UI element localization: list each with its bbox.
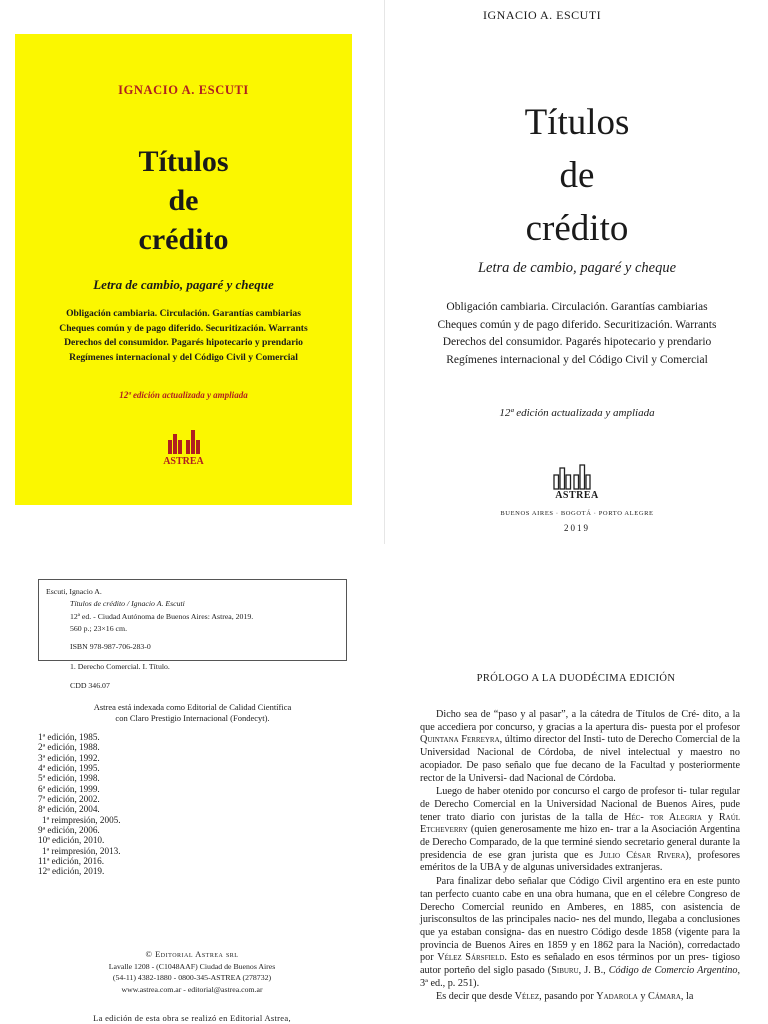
publisher-address: Lavalle 1208 - (C1048AAF) Ciudad de Buenos Aires [108,961,276,971]
edition-entry: 1ª edición, 1985. [38,732,100,742]
edition-entry: 2ª edición, 1988. [38,742,100,753]
title-page-subtitle: Letra de cambio, pagaré y cheque [477,260,677,276]
text-run: dito, a la que accediera por concurso, y gracias a la apertura dis- [420,709,740,733]
text-run: Es decir que desde [436,991,515,1003]
catalog-author: Escuti, Ignacio A. [46,587,102,596]
person-name: Vélez [514,991,540,1003]
title-page-edition: 12ª edición actualizada y ampliada [499,407,655,419]
edition-entry: 10ª edición, 2010. [38,835,105,846]
indexing-note-line: Astrea está indexada como Editorial de Calidad Científica [93,702,292,712]
publisher-name: © Editorial Astrea srl [145,949,239,959]
catalog-isbn: ISBN 978-987-706-283-0 [70,642,151,652]
text-run: terminé siendo secretario general durante la presidencia de ese [420,837,741,861]
title-page-title-line: crédito [525,208,629,249]
person-name: tor Alegria [649,811,702,823]
person-name: Julio César Rivera [599,849,686,861]
text-run: , J. B., [578,965,609,977]
publisher-phone: (54-11) 4382-1880 - 0800-345-ASTREA (278732) [112,973,272,982]
text-run: Buenos Aires en 1859 y en 1862 para la Nación), corredactado por [420,939,741,964]
title-page-topic-line: Cheques común y de pago diferido. Securitización. Warrants [437,318,717,331]
text-run: , la [680,991,694,1003]
catalog-subjects: 1. Derecho Comercial. I. Título. [70,662,170,672]
title-page-cities: BUENOS AIRES · BOGOTÁ · PORTO ALEGRE [500,510,654,517]
title-page-topics [385,299,768,369]
cover-edition: 12ª edición actualizada y ampliada [119,390,248,400]
person-name: Vélez Sársfield [437,952,505,964]
text-run: . Esto es señalado en esos términos por un pres- [504,952,709,964]
text-run: en este punto tan perfecto cuanto cabe en una obra humana, que en [420,876,741,900]
astrea-logo-icon [553,463,591,490]
person-name: Cámara [648,991,681,1003]
catalog-edition: 12ª ed. - Ciudad Autónoma de Buenos Aires: Astrea, 2019. [70,611,254,621]
edition-entry: 6ª edición, 1999. [38,783,100,794]
text-run: UBA y de algunas universidades extranjeras. [479,862,663,874]
text-run: puesta por el profesor [650,721,740,733]
text-run: de nivel intelectual y maestro no acopiador. De paso señalo que [420,747,740,771]
prologue-body [420,709,740,1005]
text-run: tigioso autor porteño del siglo pasado ( [420,952,741,977]
text-run: dad Nacional de Córdoba. [509,772,616,784]
text-run: Para finalizar debo señalar que Código Civil argentino era [436,876,681,888]
title-page-topic-line: Obligación cambiaria. Circulación. Garantías cambiarias [446,301,708,313]
person-name: Raúl Etcheverry [420,811,741,836]
catalog-pages: 560 p.; 23×16 cm. [70,623,128,633]
text-run: Dicho sea de “paso y al pasar”, a la cátedra de Títulos de Cré- [436,709,700,720]
text-run: en 1885, con asistencia de jurisconsultos de las principales nacio- [420,901,741,926]
cover-title [15,142,352,259]
prologue-page [384,544,768,1024]
person-name: Yadarola [596,991,638,1003]
cover-topic-line: Obligación cambiaria. Circulación. Garantías cambiarias [66,308,301,319]
title-page-title-line: de [559,155,595,196]
cover-title-line: crédito [138,223,229,256]
printing-note: La edición de esta obra se realizó en Editorial Astrea, [93,1013,291,1023]
title-page [384,0,768,544]
edition-entry: 11ª edición, 2016. [38,856,104,867]
cover-subtitle: Letra de cambio, pagaré y cheque [93,277,274,292]
catalog-record [38,579,347,690]
catalog-cdd: CDD 346.07 [70,680,110,690]
text-run: tuto de Derecho Comercial de la Universidad Nacional de Córdoba, [420,734,740,759]
text-run: tular regular de Derecho Comercial en la Universidad Nacional de [420,786,741,810]
title-page-year: 2019 [564,523,590,533]
text-run: Buenos Aires, pude tener trato diario con juristas de la talla de [420,798,740,823]
publisher-info [20,949,364,995]
text-run: el célebre Congreso de Derecho Comercial reunido en Amberes, [420,888,741,913]
edition-entry: 3ª edición, 1992. [38,752,100,763]
catalog-title [46,598,340,610]
text-run: Luego de haber otenido por concurso el cargo de profesor ti- [436,786,687,798]
title-page-topic-line: Derechos del consumidor. Pagarés hipotecario y prendario [442,336,712,348]
text-run: das en nuestro Código desde 1858 (vigente para la provincia de [420,926,740,951]
text-run: nes del mundo, llegaba a conclusiones que ya estaban consigna- [420,914,740,938]
cover-topic-line: Derechos del consumidor. Pagarés hipotecario y prendario [64,337,303,348]
title-page-title-line: Títulos [524,102,630,143]
title-page-author: IGNACIO A. ESCUTI [483,8,602,22]
cover-title-line: de [168,184,199,217]
text-run: y [701,811,719,823]
cover-topic-line: Cheques común y de pago diferido. Securitización. Warrants [59,322,308,334]
edition-entry: 4ª edición, 1995. [38,763,100,774]
text-run: (quien generosamente me hizo en- [467,824,614,836]
edition-entry: 12ª edición, 2019. [38,866,105,877]
edition-entry: 8ª edición, 2004. [38,804,100,815]
astrea-logo-icon [168,428,200,454]
book-title: Comercio Argentino [654,965,738,977]
text-run: gran jurista que es [507,849,600,861]
title-page-title [385,96,768,255]
text-run: ), profesores eméritos de la [420,849,741,874]
catalog-title-text: Títulos de crédito / Ignacio A. Escuti [70,599,185,609]
cover-title-line: Títulos [138,145,229,178]
prologue-heading: PRÓLOGO A LA DUODÉCIMA EDICIÓN [476,673,676,684]
person-name: Quintana Ferreyra [420,734,500,746]
indexing-note [38,702,347,724]
prologue-paragraph [420,786,740,875]
text-run: trar a la Asociación Argentina de Derecho Comparado, de la que [420,824,740,849]
edition-history [38,732,121,877]
copyright-page [0,544,384,1024]
publisher-web: www.astrea.com.ar - editorial@astrea.com.ar [121,984,263,994]
indexing-note-line: con Claro Prestigio Internacional (Fondecyt). [115,713,270,723]
cover-topic-line: Regímenes internacional y del Código Civil y Comercial [69,351,298,363]
text-run: , pasando por [539,991,597,1003]
title-page-topic-line: Regímenes internacional y del Código Civil y Comercial [446,353,708,366]
person-name: Siburu [551,965,579,977]
edition-entry: 1ª reimpresión, 2005. [42,814,121,825]
text-run: , 3ª ed., p. 251). [420,965,741,989]
text-run: fue decano de la Facultad y posteriormente rector de la Universi- [420,759,741,784]
edition-entry: 9ª edición, 2006. [38,825,100,836]
text-run: , último director del Insti- [499,734,605,746]
person-name: Héc- [624,811,644,823]
title-page-publisher: ASTREA [555,490,599,501]
prologue-paragraph [420,709,740,785]
cover-publisher: ASTREA [163,456,204,467]
edition-entry: 1ª reimpresión, 2013. [42,845,121,856]
cover-author: IGNACIO A. ESCUTI [118,83,249,97]
prologue-paragraph [420,876,740,990]
book-title: Código de [608,965,652,977]
edition-entry: 5ª edición, 1998. [38,773,100,784]
text-run: y [637,991,649,1003]
book-cover [0,0,384,544]
cover-topics [15,307,352,365]
prologue-paragraph [420,991,740,1004]
edition-entry: 7ª edición, 2002. [38,794,100,805]
cover-background [15,34,352,505]
